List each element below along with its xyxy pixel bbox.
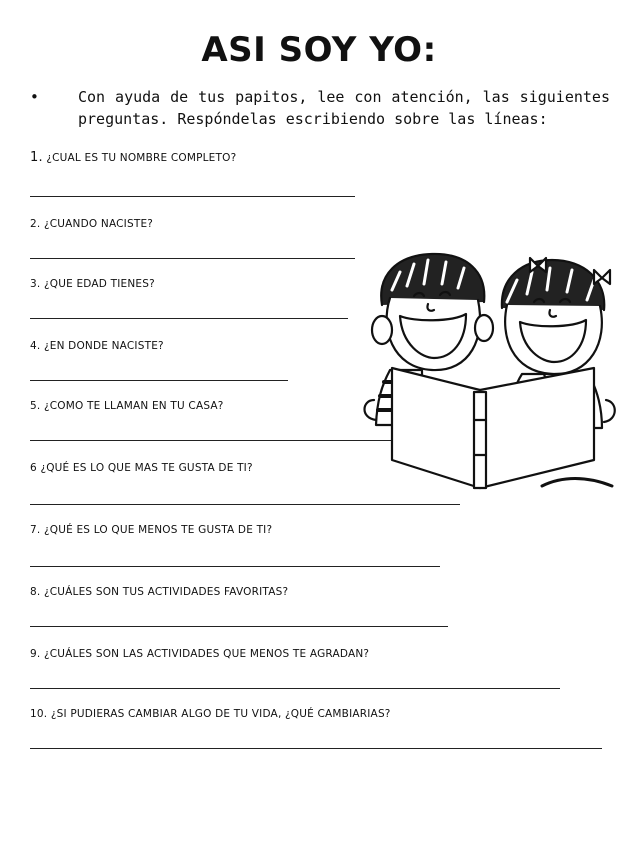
question-text: ¿QUE EDAD TIENES? — [43, 278, 155, 290]
question-number: 5. — [30, 400, 41, 412]
answer-line-8[interactable] — [30, 626, 448, 627]
question-7 — [30, 524, 272, 536]
question-text: ¿CUAL ES TU NOMBRE COMPLETO? — [46, 152, 237, 164]
question-text: ¿CUÁLES SON LAS ACTIVIDADES QUE MENOS TE AGRADAN? — [43, 648, 370, 660]
instructions-text: Con ayuda de tus papitos, lee con atención, las siguientes preguntas. Respóndelas escribiendo sobre las líneas: — [78, 88, 610, 128]
question-10 — [30, 708, 391, 720]
question-3 — [30, 278, 155, 290]
question-number: 8. — [30, 586, 41, 598]
question-6 — [30, 462, 253, 474]
question-text: ¿CUÁLES SON TUS ACTIVIDADES FAVORITAS? — [43, 586, 289, 598]
question-text: ¿EN DONDE NACISTE? — [43, 340, 164, 352]
question-2 — [30, 218, 153, 230]
question-text: ¿QUÉ ES LO QUE MAS TE GUSTA DE TI? — [40, 462, 253, 474]
question-text: ¿COMO TE LLAMAN EN TU CASA? — [43, 400, 224, 412]
question-5 — [30, 400, 224, 412]
question-9 — [30, 648, 369, 660]
question-number: 3. — [30, 278, 41, 290]
answer-line-1[interactable] — [30, 196, 355, 197]
children-reading-book-icon — [362, 250, 617, 490]
question-number: 9. — [30, 648, 41, 660]
question-text: ¿QUÉ ES LO QUE MENOS TE GUSTA DE TI? — [43, 524, 273, 536]
answer-line-3[interactable] — [30, 318, 348, 319]
question-number: 7. — [30, 524, 41, 536]
question-number: 6 — [30, 462, 37, 474]
answer-line-7[interactable] — [30, 566, 440, 567]
answer-line-10[interactable] — [30, 748, 602, 749]
question-text: ¿CUANDO NACISTE? — [43, 218, 154, 230]
bullet: • — [30, 88, 39, 106]
question-number: 10. — [30, 708, 48, 720]
question-number: 4. — [30, 340, 41, 352]
question-number: 1. — [30, 150, 43, 165]
question-4 — [30, 340, 164, 352]
question-text: ¿SI PUDIERAS CAMBIAR ALGO DE TU VIDA, ¿QUÉ CAMBIARIAS? — [50, 708, 391, 720]
question-8 — [30, 586, 288, 598]
answer-line-9[interactable] — [30, 688, 560, 689]
page-title: ASI SOY YO: — [201, 30, 437, 70]
answer-line-2[interactable] — [30, 258, 355, 259]
instructions — [30, 86, 610, 130]
answer-line-6[interactable] — [30, 504, 460, 505]
answer-line-4[interactable] — [30, 380, 288, 381]
question-1 — [30, 150, 236, 165]
question-number: 2. — [30, 218, 41, 230]
